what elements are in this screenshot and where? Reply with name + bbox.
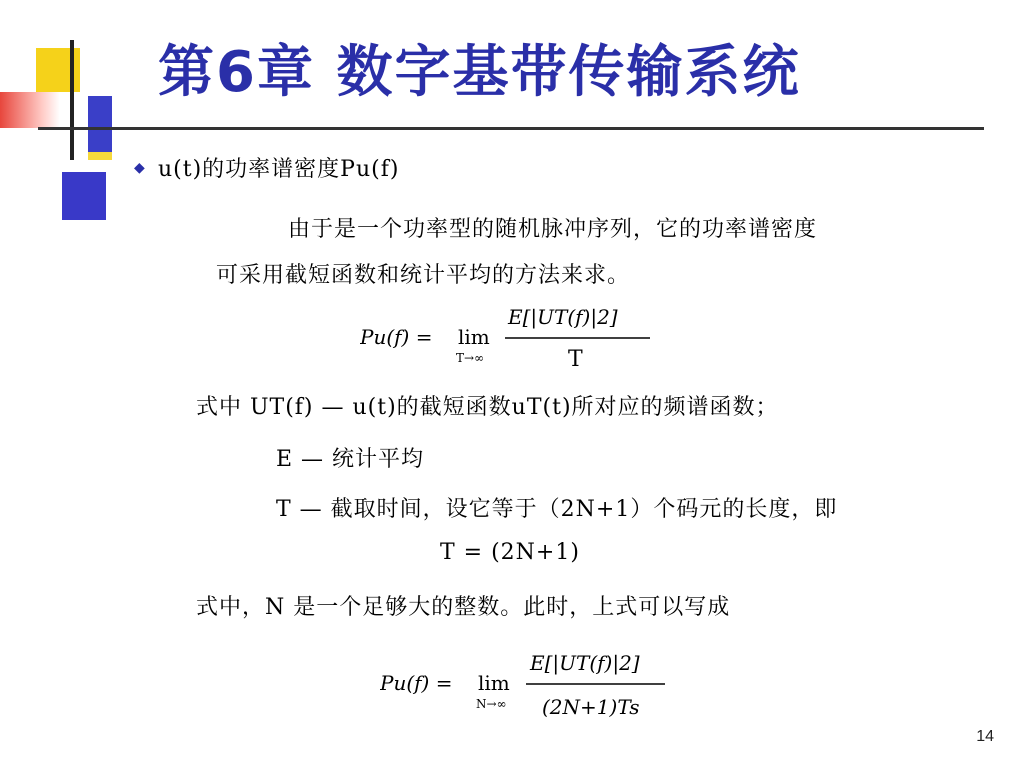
formula1-denominator: T: [568, 347, 583, 372]
formula1-lhs: Pu(f) =: [360, 325, 433, 349]
bullet-heading: u(t)的功率谱密度Pu(f): [158, 157, 400, 182]
page-number: 14: [976, 728, 994, 745]
decor-red-square: [0, 92, 60, 128]
formula1-lim: lim: [458, 325, 490, 349]
decor-blue-strip: [88, 96, 112, 152]
bullet-diamond-icon: ◆: [134, 160, 145, 176]
paragraph-3: 式中 UT(f) — u(t)的截短函数uT(t)所对应的频谱函数；: [196, 395, 779, 420]
paragraph-2: 可采用截短函数和统计平均的方法来求。: [216, 263, 631, 288]
paragraph-5: T — 截取时间，设它等于（2N+1）个码元的长度，即: [276, 497, 838, 522]
formula2-lim: lim: [478, 671, 510, 695]
title-divider: [38, 127, 984, 130]
formula2-lim-sub: N→∞: [476, 697, 507, 711]
slide-title: 第6章 数字基带传输系统: [158, 40, 801, 105]
decor-vertical-line: [70, 40, 74, 160]
decor-blue-square: [62, 172, 106, 220]
formula1-numerator: E[|UT(f)|2]: [508, 305, 618, 329]
paragraph-4: E — 统计平均: [276, 447, 425, 472]
paragraph-6: T = (2N+1): [440, 540, 580, 565]
formula-power-spectrum-T: [360, 296, 660, 380]
formula2-denominator: (2N+1)Ts: [542, 695, 640, 719]
formula2-lhs: Pu(f) =: [380, 671, 453, 695]
paragraph-7: 式中，N 是一个足够大的整数。此时，上式可以写成: [196, 595, 731, 620]
formula-power-spectrum-N: [380, 640, 680, 724]
formula1-lim-sub: T→∞: [456, 351, 485, 365]
formula2-numerator: E[|UT(f)|2]: [530, 651, 640, 675]
paragraph-1: 由于是一个功率型的随机脉冲序列，它的功率谱密度: [288, 217, 818, 242]
